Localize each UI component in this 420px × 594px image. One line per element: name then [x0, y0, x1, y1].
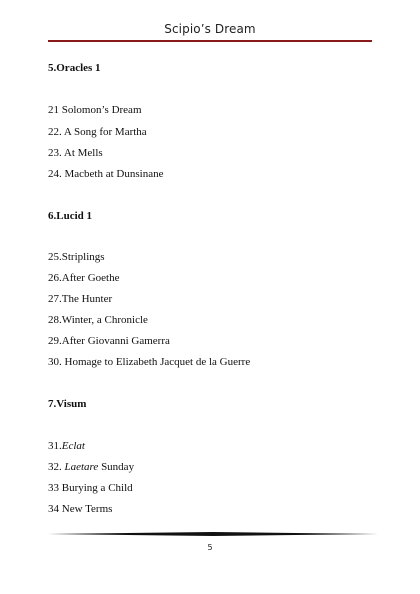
- section-heading: 7.Visum: [48, 398, 87, 410]
- toc-entry: 32. Laetare Sunday: [48, 461, 135, 473]
- toc-entry: 31.Eclat: [48, 440, 85, 452]
- toc-entry: 21 Solomon’s Dream: [48, 104, 142, 116]
- toc-entry: 27.The Hunter: [48, 293, 113, 305]
- section-heading: 5.Oracles 1: [48, 62, 101, 74]
- header-rule: [48, 40, 372, 42]
- page-number: 5: [207, 543, 213, 552]
- toc-entry: 28.Winter, a Chronicle: [48, 314, 148, 326]
- toc-entry: 25.Striplings: [48, 251, 105, 263]
- toc-entry: 30. Homage to Elizabeth Jacquet de la Guerre: [48, 356, 251, 368]
- toc-entry: 26.After Goethe: [48, 272, 120, 284]
- toc-entry: 29.After Giovanni Gamerra: [48, 335, 170, 347]
- toc-entry: 33 Burying a Child: [48, 482, 133, 494]
- toc-entry: 22. A Song for Martha: [48, 126, 147, 138]
- section-heading: 6.Lucid 1: [48, 210, 93, 222]
- footer-rule: [48, 532, 378, 536]
- toc-entry: 34 New Terms: [48, 503, 113, 515]
- toc-entry: 24. Macbeth at Dunsinane: [48, 168, 164, 180]
- running-header-title: Scipio’s Dream: [164, 22, 256, 36]
- toc-entry: 23. At Mells: [48, 147, 103, 159]
